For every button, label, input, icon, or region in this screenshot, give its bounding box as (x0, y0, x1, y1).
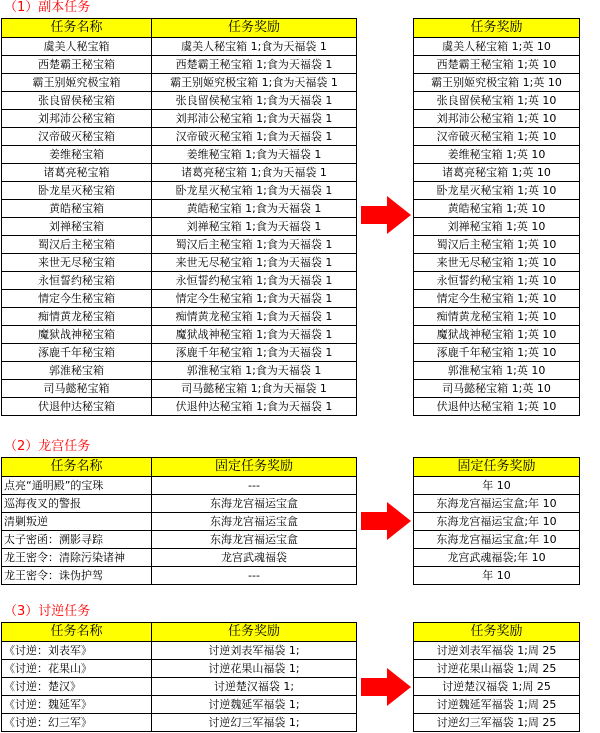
new-reward-cell: 西楚霸王秘宝箱 1;英 10 (414, 56, 580, 74)
table-row (2, 326, 357, 344)
table-row (414, 477, 580, 495)
new-reward-cell: 讨逆刘表军福袋 1;周 25 (414, 642, 580, 660)
table-row (414, 164, 580, 182)
section1-new-table (413, 18, 580, 416)
column-header-reward: 任务奖励 (152, 623, 357, 642)
section3-title: （3）讨逆任务 (4, 604, 91, 619)
reward-cell: 张良留侯秘宝箱 1;食为天福袋 1 (152, 92, 357, 110)
section3-old-table (1, 622, 357, 732)
table-row (2, 92, 357, 110)
table-row (2, 164, 357, 182)
table-row (414, 200, 580, 218)
table-row (2, 531, 357, 549)
task-name-cell: 蜀汉后主秘宝箱 (2, 236, 152, 254)
table-row (2, 56, 357, 74)
task-name-cell: 涿鹿千年秘宝箱 (2, 344, 152, 362)
new-reward-cell: 痴情黄龙秘宝箱 1;英 10 (414, 308, 580, 326)
table-row (2, 642, 357, 660)
task-name-cell: 郭淮秘宝箱 (2, 362, 152, 380)
table-row (2, 513, 357, 531)
task-name-cell: 《讨逆：幻三军》 (2, 714, 152, 732)
new-reward-cell: 黄皓秘宝箱 1;英 10 (414, 200, 580, 218)
reward-cell: 姜维秘宝箱 1;食为天福袋 1 (152, 146, 357, 164)
new-reward-cell: 郭淮秘宝箱 1;英 10 (414, 362, 580, 380)
table-row (414, 549, 580, 567)
table-row (414, 272, 580, 290)
reward-cell: 刘禅秘宝箱 1;食为天福袋 1 (152, 218, 357, 236)
reward-cell: 黄皓秘宝箱 1;食为天福袋 1 (152, 200, 357, 218)
reward-cell: 霸王别姬究极宝箱 1;食为天福袋 1 (152, 74, 357, 92)
table-row (2, 128, 357, 146)
task-name-cell: 司马懿秘宝箱 (2, 380, 152, 398)
column-header-task-name: 任务名称 (2, 19, 152, 38)
new-reward-cell: 卧龙星灭秘宝箱 1;英 10 (414, 182, 580, 200)
reward-cell: 东海龙宫福运宝盒 (152, 513, 357, 531)
table-row (414, 380, 580, 398)
table-row (2, 344, 357, 362)
new-reward-cell: 伏退仲达秘宝箱 1;英 10 (414, 398, 580, 416)
reward-cell: 东海龙宫福运宝盒 (152, 495, 357, 513)
reward-cell: 来世无尽秘宝箱 1;食为天福袋 1 (152, 254, 357, 272)
new-reward-cell: 年 10 (414, 567, 580, 585)
table-row (414, 146, 580, 164)
reward-cell: 郭淮秘宝箱 1;食为天福袋 1 (152, 362, 357, 380)
new-reward-cell: 东海龙宫福运宝盒;年 10 (414, 531, 580, 549)
table-row (414, 398, 580, 416)
reward-cell: 讨逆刘表军福袋 1; (152, 642, 357, 660)
new-reward-cell: 讨逆幻三军福袋 1;周 25 (414, 714, 580, 732)
table-row (2, 254, 357, 272)
task-name-cell: 痴情黄龙秘宝箱 (2, 308, 152, 326)
table-row (414, 567, 580, 585)
new-reward-cell: 姜维秘宝箱 1;英 10 (414, 146, 580, 164)
table-row (2, 200, 357, 218)
task-name-cell: 来世无尽秘宝箱 (2, 254, 152, 272)
table-row (2, 74, 357, 92)
task-name-cell: 太子密函：溯影寻踪 (2, 531, 152, 549)
table-row (2, 218, 357, 236)
task-name-cell: 汉帝破灭秘宝箱 (2, 128, 152, 146)
new-reward-cell: 汉帝破灭秘宝箱 1;英 10 (414, 128, 580, 146)
table-row (2, 380, 357, 398)
task-name-cell: 《讨逆：楚汉》 (2, 678, 152, 696)
task-name-cell: 点亮“通明殿”的宝珠 (2, 477, 152, 495)
task-name-cell: 魔狱战神秘宝箱 (2, 326, 152, 344)
table-row (414, 56, 580, 74)
new-reward-cell: 情定今生秘宝箱 1;英 10 (414, 290, 580, 308)
table-row (2, 678, 357, 696)
reward-cell: 卧龙星灭秘宝箱 1;食为天福袋 1 (152, 182, 357, 200)
new-reward-cell: 永恒誓约秘宝箱 1;英 10 (414, 272, 580, 290)
reward-cell: 虞美人秘宝箱 1;食为天福袋 1 (152, 38, 357, 56)
reward-cell: 蜀汉后主秘宝箱 1;食为天福袋 1 (152, 236, 357, 254)
table-row (414, 660, 580, 678)
task-name-cell: 永恒誓约秘宝箱 (2, 272, 152, 290)
new-reward-cell: 东海龙宫福运宝盒;年 10 (414, 495, 580, 513)
right-arrow-icon (361, 196, 411, 234)
table-row (2, 272, 357, 290)
table-row (2, 714, 357, 732)
reward-cell: 讨逆魏延军福袋 1; (152, 696, 357, 714)
reward-cell: --- (152, 567, 357, 585)
task-name-cell: 卧龙星灭秘宝箱 (2, 182, 152, 200)
table-row (2, 696, 357, 714)
table-row (2, 362, 357, 380)
column-header-task-name: 任务名称 (2, 458, 152, 477)
task-name-cell: 黄皓秘宝箱 (2, 200, 152, 218)
new-reward-cell: 涿鹿千年秘宝箱 1;英 10 (414, 344, 580, 362)
new-reward-cell: 司马懿秘宝箱 1;英 10 (414, 380, 580, 398)
table-row (414, 92, 580, 110)
table-row (2, 567, 357, 585)
task-name-cell: 诸葛亮秘宝箱 (2, 164, 152, 182)
reward-cell: 讨逆幻三军福袋 1; (152, 714, 357, 732)
table-row (2, 236, 357, 254)
new-reward-cell: 龙宫武魂福袋;年 10 (414, 549, 580, 567)
table-row (414, 218, 580, 236)
section2-title: （2）龙宫任务 (4, 439, 91, 454)
table-row (2, 398, 357, 416)
task-name-cell: 龙王密令：诛伪护驾 (2, 567, 152, 585)
table-row (414, 495, 580, 513)
column-header-reward: 任务奖励 (414, 623, 580, 642)
task-name-cell: 虞美人秘宝箱 (2, 38, 152, 56)
table-row (2, 182, 357, 200)
task-name-cell: 姜维秘宝箱 (2, 146, 152, 164)
table-row (414, 182, 580, 200)
reward-cell: 永恒誓约秘宝箱 1;食为天福袋 1 (152, 272, 357, 290)
right-arrow-icon (361, 502, 411, 540)
table-row (414, 326, 580, 344)
new-reward-cell: 诸葛亮秘宝箱 1;英 10 (414, 164, 580, 182)
reward-cell: 司马懿秘宝箱 1;食为天福袋 1 (152, 380, 357, 398)
right-arrow-icon (361, 668, 411, 706)
table-row (414, 531, 580, 549)
new-reward-cell: 蜀汉后主秘宝箱 1;英 10 (414, 236, 580, 254)
table-row (2, 660, 357, 678)
task-name-cell: 《讨逆：魏延军》 (2, 696, 152, 714)
new-reward-cell: 东海龙宫福运宝盒;年 10 (414, 513, 580, 531)
table-row (414, 290, 580, 308)
reward-cell: 东海龙宫福运宝盒 (152, 531, 357, 549)
new-reward-cell: 虞美人秘宝箱 1;英 10 (414, 38, 580, 56)
reward-cell: 涿鹿千年秘宝箱 1;食为天福袋 1 (152, 344, 357, 362)
reward-cell: 情定今生秘宝箱 1;食为天福袋 1 (152, 290, 357, 308)
reward-cell: 讨逆楚汉福袋 1; (152, 678, 357, 696)
task-name-cell: 情定今生秘宝箱 (2, 290, 152, 308)
task-name-cell: 巡海夜叉的警报 (2, 495, 152, 513)
task-name-cell: 张良留侯秘宝箱 (2, 92, 152, 110)
new-reward-cell: 霸王别姬究极宝箱 1;英 10 (414, 74, 580, 92)
task-name-cell: 西楚霸王秘宝箱 (2, 56, 152, 74)
reward-cell: 龙宫武魂福袋 (152, 549, 357, 567)
task-name-cell: 伏退仲达秘宝箱 (2, 398, 152, 416)
table-row (414, 308, 580, 326)
reward-cell: --- (152, 477, 357, 495)
table-row (414, 642, 580, 660)
table-row (414, 678, 580, 696)
section1-old-table (1, 18, 357, 416)
column-header-reward: 任务奖励 (414, 19, 580, 38)
column-header-reward: 任务奖励 (152, 19, 357, 38)
new-reward-cell: 来世无尽秘宝箱 1;英 10 (414, 254, 580, 272)
table-row (2, 290, 357, 308)
column-header-fixed-reward: 固定任务奖励 (152, 458, 357, 477)
table-row (414, 714, 580, 732)
table-row (414, 696, 580, 714)
table-row (414, 74, 580, 92)
table-row (2, 308, 357, 326)
table-row (414, 128, 580, 146)
table-row (2, 110, 357, 128)
table-row (414, 254, 580, 272)
section1-title: （1）副本任务 (4, 0, 91, 15)
new-reward-cell: 魔狱战神秘宝箱 1;英 10 (414, 326, 580, 344)
new-reward-cell: 年 10 (414, 477, 580, 495)
section2-old-table (1, 457, 357, 585)
table-row (2, 495, 357, 513)
table-row (414, 236, 580, 254)
column-header-fixed-reward: 固定任务奖励 (414, 458, 580, 477)
table-row (2, 477, 357, 495)
task-name-cell: 《讨逆：刘表军》 (2, 642, 152, 660)
column-header-task-name: 任务名称 (2, 623, 152, 642)
reward-cell: 讨逆花果山福袋 1; (152, 660, 357, 678)
reward-cell: 魔狱战神秘宝箱 1;食为天福袋 1 (152, 326, 357, 344)
table-row (2, 549, 357, 567)
task-name-cell: 霸王别姬究极宝箱 (2, 74, 152, 92)
reward-cell: 痴情黄龙秘宝箱 1;食为天福袋 1 (152, 308, 357, 326)
table-row (414, 38, 580, 56)
new-reward-cell: 刘邦沛公秘宝箱 1;英 10 (414, 110, 580, 128)
new-reward-cell: 张良留侯秘宝箱 1;英 10 (414, 92, 580, 110)
new-reward-cell: 刘禅秘宝箱 1;英 10 (414, 218, 580, 236)
reward-cell: 汉帝破灭秘宝箱 1;食为天福袋 1 (152, 128, 357, 146)
reward-cell: 诸葛亮秘宝箱 1;食为天福袋 1 (152, 164, 357, 182)
task-name-cell: 刘邦沛公秘宝箱 (2, 110, 152, 128)
task-name-cell: 龙王密令：清除污染诸神 (2, 549, 152, 567)
task-name-cell: 清剿叛逆 (2, 513, 152, 531)
table-row (414, 344, 580, 362)
reward-cell: 西楚霸王秘宝箱 1;食为天福袋 1 (152, 56, 357, 74)
new-reward-cell: 讨逆魏延军福袋 1;周 25 (414, 696, 580, 714)
table-row (2, 146, 357, 164)
task-name-cell: 刘禅秘宝箱 (2, 218, 152, 236)
table-row (2, 38, 357, 56)
task-name-cell: 《讨逆：花果山》 (2, 660, 152, 678)
table-row (414, 110, 580, 128)
reward-cell: 刘邦沛公秘宝箱 1;食为天福袋 1 (152, 110, 357, 128)
reward-cell: 伏退仲达秘宝箱 1;食为天福袋 1 (152, 398, 357, 416)
new-reward-cell: 讨逆楚汉福袋 1;周 25 (414, 678, 580, 696)
section2-new-table (413, 457, 580, 585)
new-reward-cell: 讨逆花果山福袋 1;周 25 (414, 660, 580, 678)
section3-new-table (413, 622, 580, 732)
table-row (414, 362, 580, 380)
table-row (414, 513, 580, 531)
